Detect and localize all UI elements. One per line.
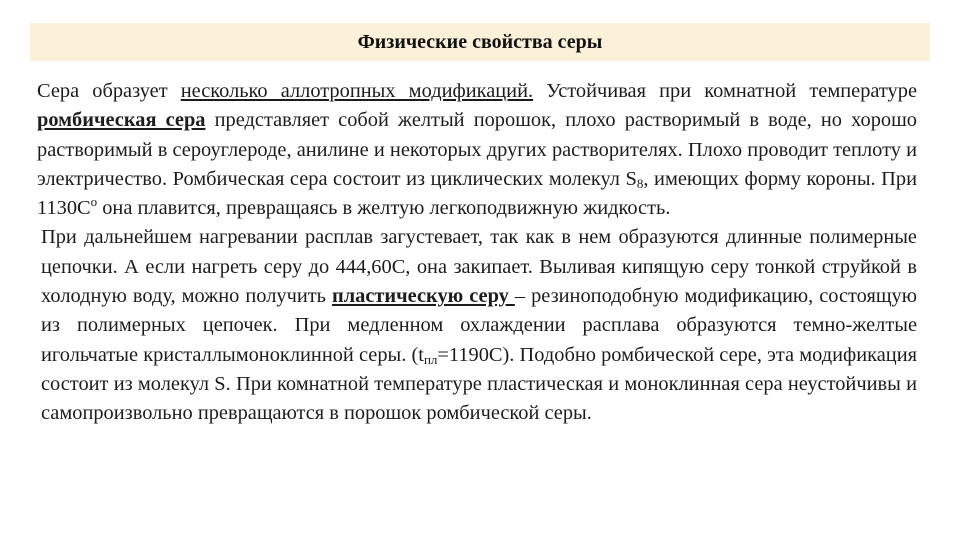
p2-text-1: При дальнейшем нагревании расплав загустевает, так как в нем образуются длинные полимерные цепочки. А если нагреть серу до 444,60С, она закипает. Выливая кипящую серу тонкой струйкой в холодную воду, можно получить [41, 226, 917, 308]
paragraph-1 [37, 77, 917, 223]
p1-text-2: Устойчивая при комнатной температуре [533, 80, 917, 102]
p1-text-3: представляет собой желтый порошок, плохо растворимый в воде, но хорошо растворимый в сероуглероде, анилине и некоторых других растворителях. Плохо проводит теплоту и электричество. Ромбическая сера состоит из циклических молекул S [37, 109, 917, 190]
rhombic-sulfur-link[interactable]: ромбическая сера [37, 109, 206, 132]
plastic-sulfur-link[interactable]: пластическую серу [331, 285, 515, 308]
p2-text-3: =1190С). Подобно ромбической сере, эта модификация состоит из молекул S. При комнатной температуре пластическая и моноклинная сера неустойчивы и самопроизвольно превращаются в порошок ромбической серы. [41, 343, 917, 425]
p2-text-2: – резиноподобную модификацию, состоящую из полимерных цепочек. При медленном охлаждении расплава образуются темно-желтые игольчатые кристаллымоноклинной серы. (t [41, 285, 917, 366]
subscript-pl: пл [423, 351, 438, 367]
p1-text-4: , имеющих форму короны. При 1130C [37, 167, 918, 220]
p1-text-1: Сера образует [37, 80, 181, 102]
body-text [37, 77, 917, 429]
allotropes-link[interactable]: несколько аллотропных модификаций. [180, 80, 534, 102]
subscript-8: 8 [636, 175, 644, 191]
page-title: Физические свойства серы [357, 30, 603, 53]
title-bar [30, 23, 930, 61]
paragraph-2 [37, 223, 917, 428]
degree-superscript: o [90, 194, 98, 210]
p1-text-5: она плавится, превращаясь в желтую легкоподвижную жидкость. [97, 197, 671, 220]
